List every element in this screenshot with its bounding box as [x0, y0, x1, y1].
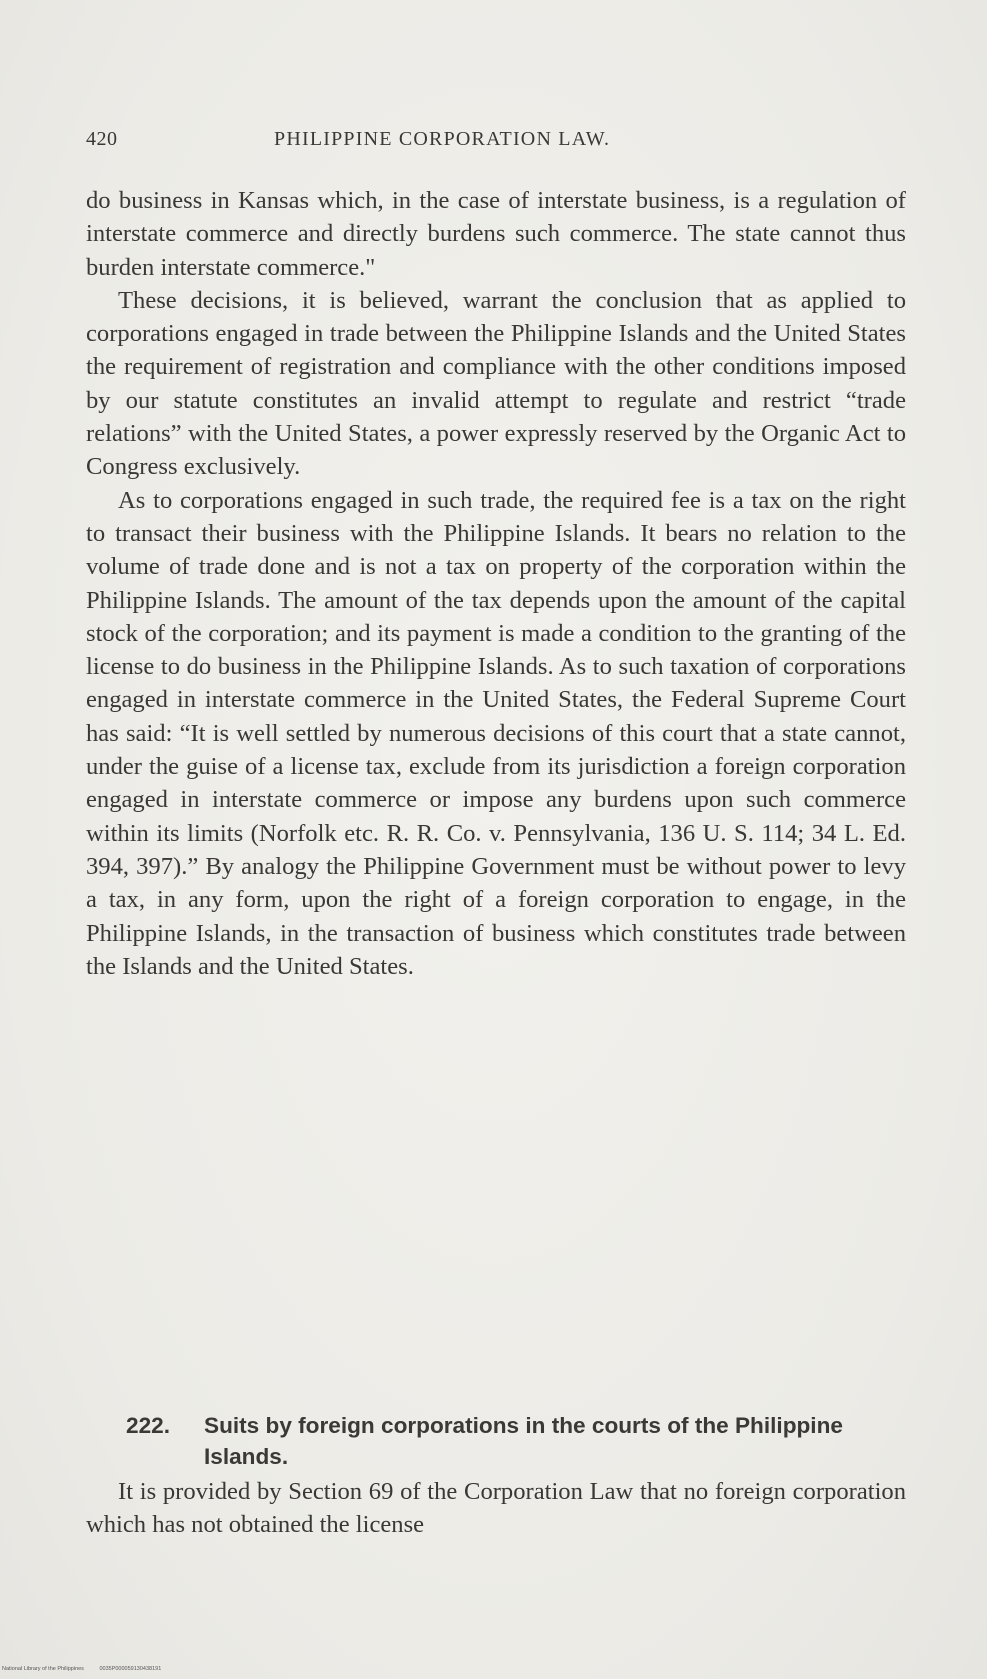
running-head: [86, 128, 906, 154]
body-text: [86, 184, 906, 983]
section-number: 222.: [126, 1413, 170, 1438]
footer-library: National Library of the Philippines: [2, 1666, 84, 1672]
section-paragraph: It is provided by Section 69 of the Corporation Law that no foreign corporation which has not obtained the license: [86, 1478, 906, 1539]
page-number: 420: [86, 128, 118, 150]
paragraph-tax: As to corporations engaged in such trade, the required fee is a tax on the right to transact their business with the Philippine Islands. It bears no relation to the volume of trade done and is not a tax on property of the corporation within the Philippine Islands. The amount of the tax depends upon the amount of the capital stock of the corporation; and its payment is made a condition to the granting of the license to do business in the Philippine Islands. As to such taxation of corporations engaged in interstate commerce in the United States, the Federal Supreme Court has said: “It is well settled by numerous decisions of this court that a state cannot, under the guise of a license tax, exclude from its jurisdiction a foreign corporation engaged in interstate commerce or impose any burdens upon such commerce within its limits (Norfolk etc. R. R. Co. v. Pennsylvania, 136 U. S. 114; 34 L. Ed. 394, 397).” By analogy the Philippine Government must be without power to levy a tax, in any form, upon the right of a foreign corporation to engage, in the Philippine Islands, in the transaction of business which constitutes trade between the Islands and the United States.: [86, 486, 906, 980]
paragraph-conclusion: These decisions, it is believed, warrant the conclusion that as applied to corporations engaged in trade between the Philippine Islands and the United States the requirement of registration and compliance with the other conditions imposed by our statute constitutes an invalid attempt to regulate and restrict “trade relations” with the United States, a power expressly reserved by the Organic Act to Congress exclusively.: [86, 286, 906, 481]
paragraph-continued: do business in Kansas which, in the case of interstate business, is a regulation of interstate commerce and directly burdens such commerce. The state cannot thus burden interstate commerce.": [86, 187, 906, 281]
section-body: [86, 1475, 906, 1542]
section-title: Suits by foreign corporations in the courts of the Philippine Islands.: [204, 1413, 843, 1469]
footer-identifier: 0035P000059130438191: [99, 1666, 162, 1672]
running-title: PHILIPPINE CORPORATION LAW.: [274, 128, 611, 150]
footer-stamp: [2, 1666, 175, 1672]
